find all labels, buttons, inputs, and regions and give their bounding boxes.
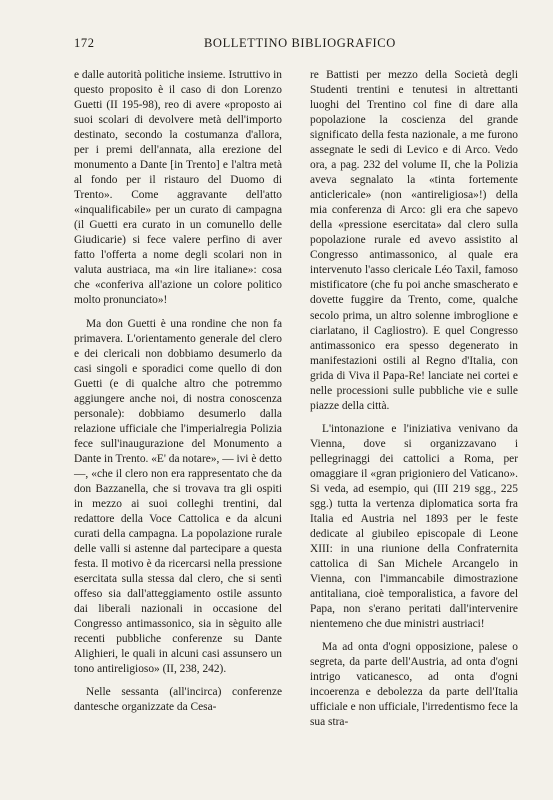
paragraph: Nelle sessanta (all'incirca) conferenze dantesche organizzate da Cesa- — [74, 686, 282, 714]
right-column — [310, 68, 518, 730]
page-number: 172 — [74, 36, 95, 50]
left-column — [74, 68, 282, 715]
page-header — [74, 36, 514, 54]
paragraph: L'intonazione e l'iniziativa venivano da Vienna, dove si organizzavano i pellegrinaggi dei cattolici a Roma, per omaggiare il «gran prigioniero del Vaticano». Si veda, ad esempio, qui (III 219 sgg., 225 sgg.) tutta la vertenza diplomatica sorta fra Italia ed Austria nel 1893 per le feste dedicate al giubileo episcopale di Leone XIII: in una riunione della Confraternita cattolica di San Michele Arcangelo in Vienna, con l'immancabile dimostrazione antitaliana, cioè temporalistica, a favore del Papa, non s'erano peritati dall'intervenire nientemeno che due ministri austriaci! — [310, 422, 518, 631]
paragraph: re Battisti per mezzo della Società degli Studenti trentini e tenutesi in altrettanti luoghi del Trentino col fine di dare alla popolazione la coscienza del grande significato della festa nazionale, a me furono assegnate le sedi di Levico e di Arco. Vedo ora, a pag. 232 del volume II, che la Polizia aveva segnalato la «tinta fortemente anticlericale» (non «antireligiosa»!) della mia conferenza di Arco: gli era che sapevo della «pressione esercitata» dal clero sulla popolazione rurale ed avevo assistito al Congresso antimassonico, al quale era intervenuto l'asso clericale Léo Taxil, famoso mistificatore (che fu poi anche smascherato e dovette fuggire da Trento, come, qualche secolo prima, un altro solenne imbroglione e ciarlatano, il Cagliostro). E quel Congresso antimassonico era spesso degenerato in manifestazioni ostili al Regno d'Italia, con grida di Viva il Papa-Re! lanciate nei cortei e nelle processioni sulle pubbliche vie e sulle piazze della città. — [310, 69, 518, 412]
paragraph: Ma don Guetti è una rondine che non fa primavera. L'orientamento generale del clero e dei clericali non dobbiamo desumerlo da casi singoli e sporadici come quello di don Guetti (e di qualche altro che potremmo aggiungere anche noi, di nostra conoscenza personale): dobbiamo desumerlo dalla relazione ufficiale che l'imperialregia Polizia fece sull'inaugurazione del Monumento a Dante in Trento. «E' da notare», — ivi è detto —, «che il clero non era rappresentato che da don Bazzanella, che si trovava tra gli ospiti in mezzo ai suoi colleghi trentini, dal redattore della Voce Cattolica e da alcuni curati della campagna. La popolazione rurale delle valli si astenne dal partecipare a questa festa. Il motivo è da ricercarsi nella pressione esercitata sulla stessa dal clero, che si sentì offeso sia dall'atteggiamento ostile assunto dai liberali nazionali in occasione del Congresso antimassonico, sia in sèguito alle recenti pubbliche conferenze su Dante Alighieri, le quali in alcuni casi assunsero un tono antireligioso» (II, 238, 242). — [74, 317, 282, 676]
running-title: BOLLETTINO BIBLIOGRAFICO — [204, 36, 396, 50]
paragraph: Ma ad onta d'ogni opposizione, palese o segreta, da parte dell'Austria, ad onta d'ogni intrigo vaticanesco, ad onta d'ogni incoerenza e debolezza da parte dell'Italia ufficiale e non ufficiale, l'irredentismo fece la sua stra- — [310, 641, 518, 729]
paragraph: e dalle autorità politiche insieme. Istruttivo in questo proposito è il caso di don Lorenzo Guetti (II 195-98), reo di avere «proposto ai suoi scolari di devolvere metà dell'importo destinato, secondo la costumanza d'allora, per i premi dell'annata, alla erezione del monumento a Dante [in Trento] e l'altra metà al fondo per il ristauro del Duomo di Trento». Come aggravante dell'atto «inqualificabile» per un curato di campagna (il Guetti era curato in un comunello delle Giudicarie) si fece valere perfino di aver fatto l'offerta a nome degli scolari non in valuta austriaca, ma «in lire italiane»: cosa che «conferiva all'azione un colore politico molto pronunciato»! — [74, 69, 282, 307]
